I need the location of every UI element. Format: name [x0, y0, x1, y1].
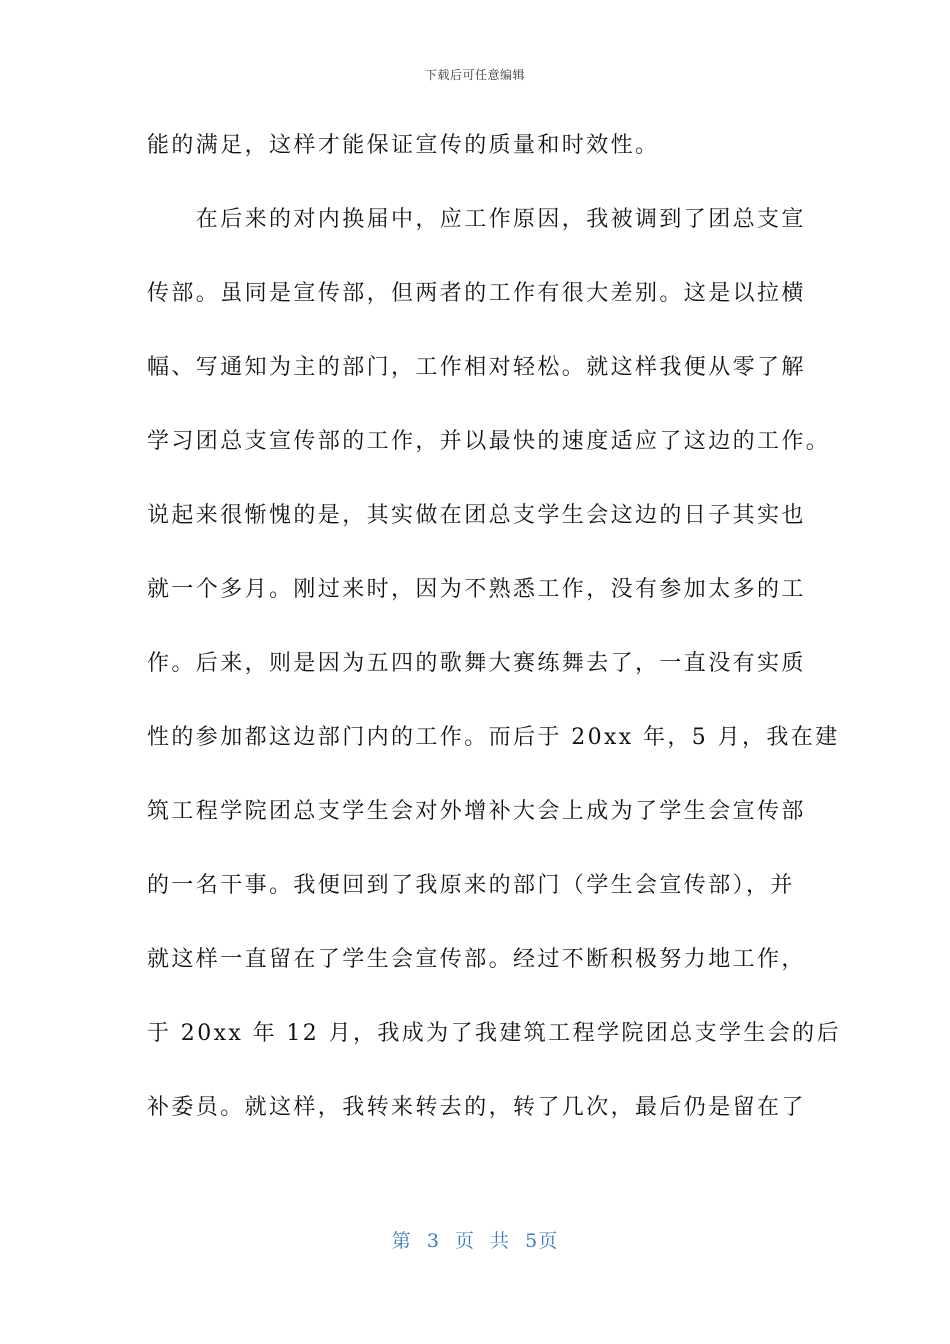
footer-label-total: 共: [490, 1230, 511, 1252]
text-line: 幅、写通知为主的部门，工作相对轻松。就这样我便从零了解: [147, 355, 806, 380]
text-line: 学习团总支宣传部的工作，并以最快的速度适应了这边的工作。: [147, 429, 831, 454]
text-line: 补委员。就这样，我转来转去的，转了几次，最后仍是留在了: [147, 1095, 806, 1120]
text-line: 就这样一直留在了学生会宣传部。经过不断积极努力地工作，: [147, 947, 806, 972]
text-line: 性的参加都这边部门内的工作。而后于 20xx 年，5 月，我在建: [147, 725, 840, 750]
text-line: 筑工程学院团总支学生会对外增补大会上成为了学生会宣传部: [147, 799, 806, 824]
page-footer: [0, 1226, 950, 1253]
footer-current-page: 3: [426, 1230, 440, 1252]
text-line: 于 20xx 年 12 月，我成为了我建筑工程学院团总支学生会的后: [147, 1021, 841, 1046]
page-header: 下载后可任意编辑: [424, 68, 525, 82]
text-line: 作。后来，则是因为五四的歌舞大赛练舞去了，一直没有实质: [147, 651, 806, 676]
footer-total-pages: 5页: [525, 1230, 559, 1252]
document-body: [147, 118, 841, 1154]
text-line: 就一个多月。刚过来时，因为不熟悉工作，没有参加太多的工: [147, 577, 806, 602]
text-line: 能的满足，这样才能保证宣传的质量和时效性。: [147, 133, 660, 158]
text-line: 的一名干事。我便回到了我原来的部门（学生会宣传部），并: [147, 873, 795, 898]
text-line: 在后来的对内换届中，应工作原因，我被调到了团总支宣: [147, 207, 806, 232]
text-line: 说起来很惭愧的是，其实做在团总支学生会这边的日子其实也: [147, 503, 806, 528]
text-line: 传部。虽同是宣传部，但两者的工作有很大差别。这是以拉横: [147, 281, 806, 306]
footer-label-page: 页: [454, 1230, 475, 1252]
footer-label-prefix: 第: [391, 1230, 412, 1252]
